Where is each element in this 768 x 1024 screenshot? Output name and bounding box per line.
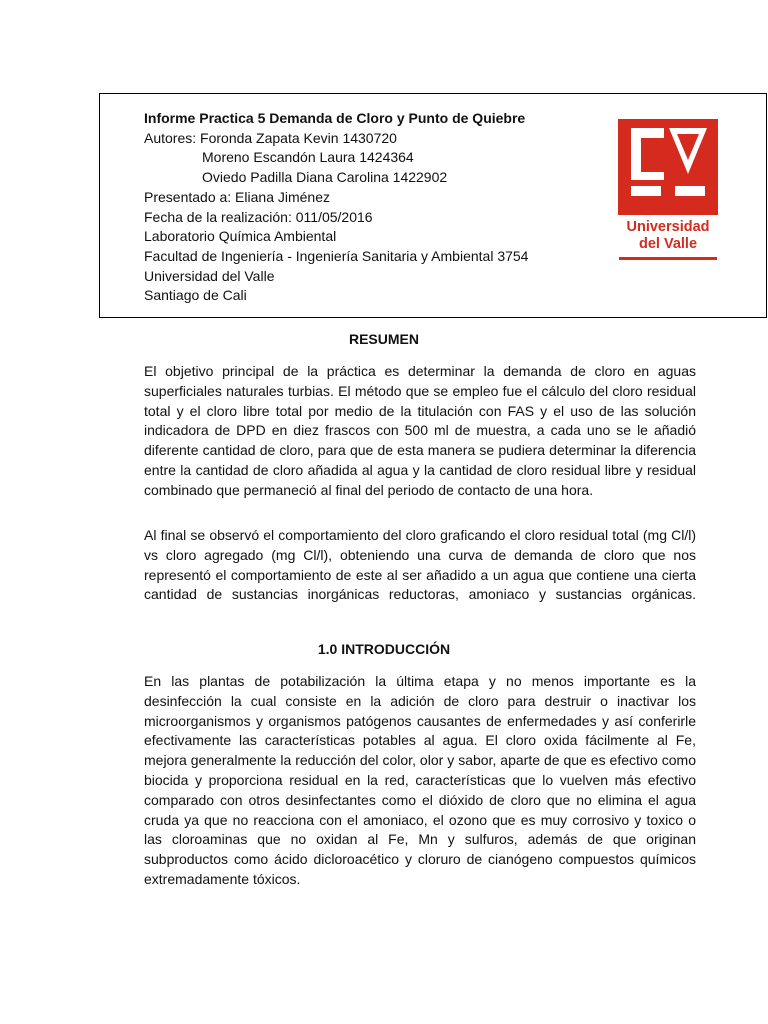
date-line: Fecha de la realización: 011/05/2016 — [144, 208, 373, 225]
city-line: Santiago de Cali — [144, 287, 247, 304]
resumen-paragraph-1: El objetivo principal de la práctica es determinar la demanda de cloro en aguas superficiales naturales turbias. El método que se empleo fue el cálculo del cloro residual total y el cloro libre total por medio de la titulación con FAS y el uso de las solución indicadora de DPD en diez frascos con 500 ml de muestra, a cada uno se le añadió diferente cantidad de cloro, para que de esta manera se pudiera determinar la diferencia entre la cantidad de cloro añadida al agua y la cantidad de cloro residual libre y residual combinado que permaneció al final del periodo de contacto de una hora. — [144, 363, 696, 498]
faculty-line: Facultad de Ingeniería - Ingeniería Sanitaria y Ambiental 3754 — [144, 247, 529, 264]
university-logo-icon — [617, 118, 719, 216]
presented-to: Presentado a: Eliana Jiménez — [144, 188, 330, 205]
lab-line: Laboratorio Química Ambiental — [144, 228, 337, 245]
report-metadata — [144, 109, 528, 306]
introduccion-paragraph-1: En las plantas de potabilización la última etapa y no menos importante es la desinfección la cual consiste en la adición de cloro para destruir o inactivar los microorganismos y organismos patógenos causantes de enfermedades y así conferirle efectivamente las características potables al agua. El cloro oxida fácilmente al Fe, mejora generalmente la reducción del color, olor y sabor, aparte de que es efectivo como biocida y proporciona residual en la red, características que lo vuelven más efectivo comparado con otros desinfectantes como el dióxido de cloro que no elimina el agua cruda ya que no reacciona con el amoniaco, el ozono que es muy corrosivo y toxico o las cloroaminas que no oxidan al Fe, Mn y sulfuros, además de que originan subproductos como ácido dicloroacético y cloruro de cianógeno compuestos químicos extremadamente tóxicos. — [144, 673, 696, 887]
report-title: Informe Practica 5 Demanda de Cloro y Punto de Quiebre — [144, 110, 526, 126]
author-2: Moreno Escandón Laura 1424364 — [202, 149, 414, 166]
author-3: Oviedo Padilla Diana Carolina 1422902 — [202, 169, 448, 186]
resumen-heading: RESUMEN — [348, 331, 419, 347]
logo-text-line2: del Valle — [638, 236, 698, 252]
authors-line: Autores: Foronda Zapata Kevin 1430720 — [144, 129, 397, 146]
logo-underline — [619, 257, 717, 260]
report-header-box — [99, 93, 767, 318]
university-logo — [617, 118, 719, 260]
university-line: Universidad del Valle — [144, 267, 275, 284]
introduccion-heading: 1.0 INTRODUCCIÓN — [317, 641, 451, 657]
resumen-paragraph-2: Al final se observó el comportamiento del cloro graficando el cloro residual total (mg Cl/l) vs cloro agregado (mg Cl/l), obteniendo una curva de demanda de cloro que nos representó el comportamiento de este al ser añadido a un agua que contiene una cierta cantidad de sustancias inorgánicas reductoras, amoniaco y sustancias orgánicas. — [144, 527, 696, 603]
logo-text-line1: Universidad — [626, 219, 710, 235]
